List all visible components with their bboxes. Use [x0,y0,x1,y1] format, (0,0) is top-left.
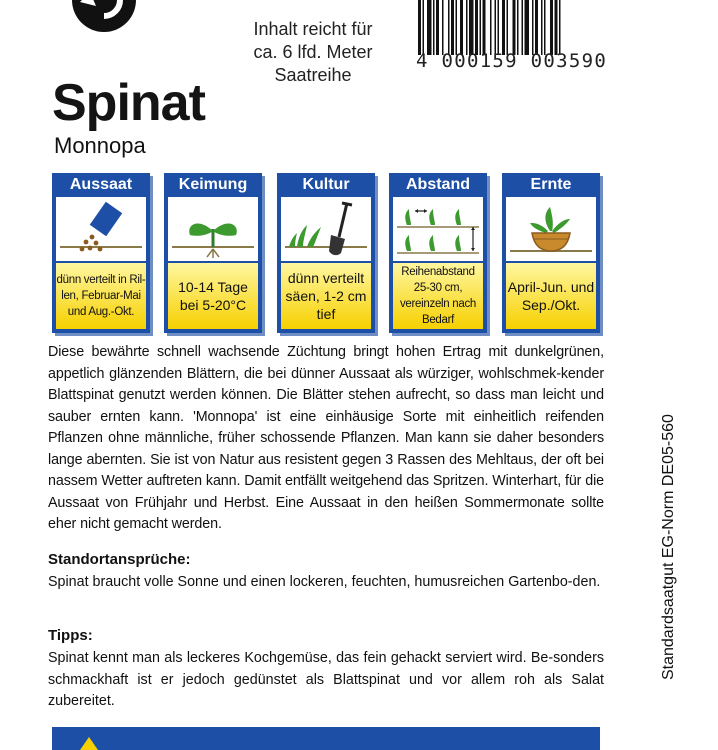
barcode-bar [507,0,509,55]
barcode-bar [448,0,450,55]
tile-abstand [389,173,487,333]
tile-title: Abstand [406,176,470,193]
barcode-bar [436,0,439,55]
barcode-bar [418,0,421,55]
barcode-bar [498,0,500,55]
barcode-bar [451,0,454,55]
barcode-bar [502,0,505,55]
location-text: Spinat braucht volle Sonne und einen lockeren, feuchten, humusreichen Gartenbo-den. [48,574,601,590]
spade-icon [281,197,371,261]
barcode-bar [490,0,492,55]
contents-note [228,18,398,87]
barcode [418,0,614,55]
barcode-bar [460,0,463,55]
ean-number: 4 000159 003590 [416,50,608,72]
bottom-band [52,727,600,750]
tile-title: Kultur [302,176,350,193]
tile-title: Ernte [530,176,572,193]
barcode-bar [475,0,478,55]
contents-line: ca. 6 lfd. Meter [253,42,373,62]
barcode-bar [442,0,444,55]
side-label: Standardsaatgut EG-Norm DE05-560 [660,414,677,680]
barcode-bar [469,0,474,55]
barcode-bar [427,0,432,55]
brand-logo [58,0,150,32]
seedling-icon [168,197,258,261]
cultivation-icons [52,173,600,333]
barcode-bar [550,0,553,55]
barcode-bar [466,0,468,55]
barcode-bar [513,0,516,55]
product-variety: Monnopa [54,133,146,158]
barcode-bar [559,0,561,55]
barcode-bar [535,0,538,55]
tile-title: Aussaat [69,176,133,193]
tile-ernte [502,173,600,333]
barcode-bar [541,0,543,55]
tips-text: Spinat kennt man als leckeres Kochgemüse, das fein gehackt serviert wird. Be-sonders schmackhaft ist er jedoch gedünstet als Blattspinat und vor allem roh als Salat zubereitet. [48,650,604,709]
tile-text: dünn verteilt in Ril-len, Februar-Mai und Aug.-Okt. [56,263,146,329]
seed-packet-icon [56,197,146,261]
contents-line: Saatreihe [274,65,352,85]
barcode-bar [555,0,558,55]
harvest-bowl-icon [506,197,596,261]
barcode-bar [423,0,425,55]
tile-title: Keimung [178,176,248,193]
barcode-bar [495,0,497,55]
contents-line: Inhalt reicht für [253,19,373,39]
tile-text: Reihenabstand 25-30 cm, vereinzeln nach Bedarf [393,263,483,329]
barcode-bar [517,0,519,55]
spacing-icon [393,197,483,261]
product-title: Spinat [52,74,205,132]
tile-text: April-Jun. und Sep./Okt. [506,263,596,329]
tile-aussaat [52,173,150,333]
warning-triangle-icon [80,737,98,750]
tile-keimung [164,173,262,333]
description: Diese bewährte schnell wachsende Züchtung bringt hohen Ertrag mit dunkelgrünen, appetlich glänzenden Blättern, die bei dünner Aussaat als würziger, wohlschmek-kender Blattspinat genutzt werden können. Die Blätter stehen aufrecht, so dass man leicht und sauber ernten kann. 'Monnopa' ist eine einhäusige Sorte mit einheitlich reifenden Pflanzen ohne männliche, früher schossende Pflanzen. Man kann sie daher besonders lange abernten. Sie ist von Natur aus resistent gegen 3 Rassen des Mehltaus, der oft bei nassem Wetter auftreten kann. Damit entfällt weitgehend das Spritzen. Winterhart, für die Aussaat von Frühjahr und Herbst. Eine Aussaat in den heißen Sommermonate sollte eher nicht gemacht werden. [48,344,604,532]
tile-text: 10-14 Tage bei 5-20°C [168,263,258,329]
barcode-bar [483,0,486,55]
barcode-bar [433,0,435,55]
barcode-bar [532,0,534,55]
tile-text: dünn verteilt säen, 1-2 cm tief [281,263,371,329]
barcode-bar [525,0,530,55]
barcode-bar [456,0,458,55]
location-heading: Standortansprüche: [48,551,191,568]
tile-kultur [277,173,375,333]
barcode-bar [480,0,482,55]
barcode-bar [544,0,546,55]
tips-heading: Tipps: [48,627,93,644]
barcode-bar [522,0,524,55]
